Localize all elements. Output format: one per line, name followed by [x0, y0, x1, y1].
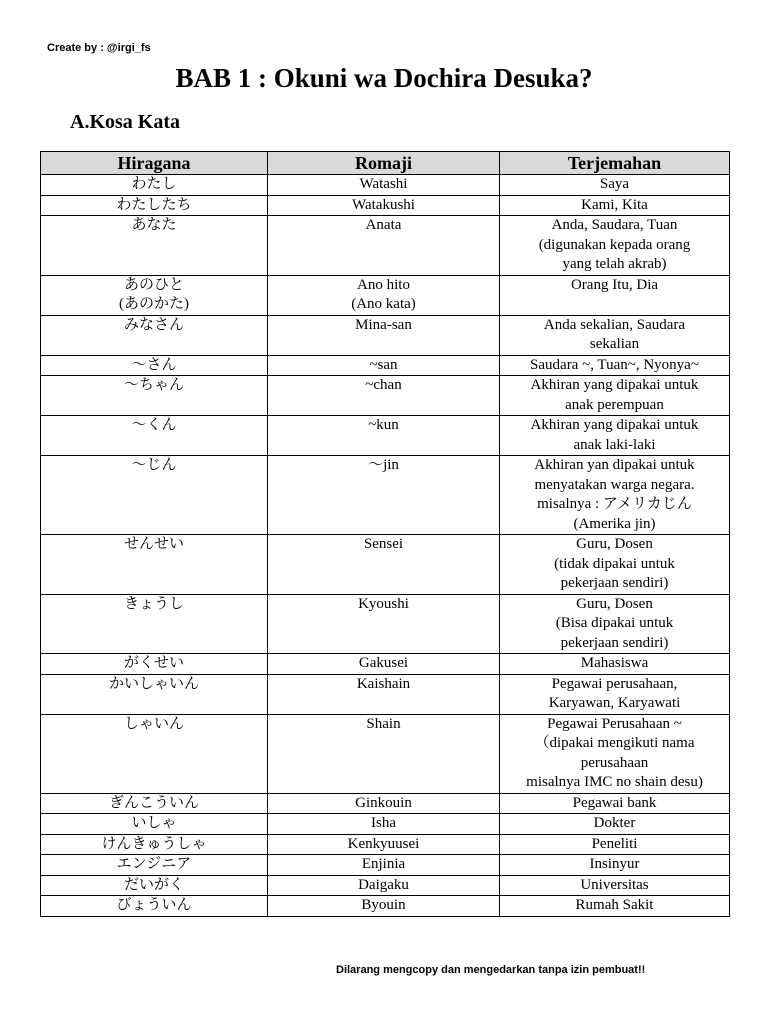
table-body [41, 175, 730, 917]
cell-hiragana: かいしゃいん [41, 674, 268, 714]
cell-romaji: Kenkyuusei [268, 834, 500, 855]
cell-hiragana: あのひと (あのかた) [41, 275, 268, 315]
cell-romaji: ~kun [268, 416, 500, 456]
footer-note: Dilarang mengcopy dan mengedarkan tanpa izin pembuat!! [336, 964, 646, 976]
cell-romaji: Byouin [268, 896, 500, 917]
table-row [41, 315, 730, 355]
table-row [41, 875, 730, 896]
table-row [41, 216, 730, 276]
cell-hiragana: ぎんこういん [41, 793, 268, 814]
cell-hiragana: わたし [41, 175, 268, 196]
cell-hiragana: 〜ちゃん [41, 376, 268, 416]
cell-terjemahan: Kami, Kita [500, 195, 730, 216]
cell-romaji: Isha [268, 814, 500, 835]
cell-hiragana: がくせい [41, 654, 268, 675]
cell-hiragana: いしゃ [41, 814, 268, 835]
cell-romaji: 〜jin [268, 456, 500, 535]
table-row [41, 195, 730, 216]
cell-terjemahan: Akhiran yang dipakai untuk anak laki-laki [500, 416, 730, 456]
cell-terjemahan: Akhiran yan dipakai untuk menyatakan warga negara. misalnya : アメリカじん (Amerika jin) [500, 456, 730, 535]
table-row [41, 896, 730, 917]
table-row [41, 714, 730, 793]
section-title: A.Kosa Kata [70, 111, 180, 133]
cell-terjemahan: Pegawai perusahaan, Karyawan, Karyawati [500, 674, 730, 714]
cell-romaji: Anata [268, 216, 500, 276]
cell-terjemahan: Dokter [500, 814, 730, 835]
table-row [41, 674, 730, 714]
cell-terjemahan: Guru, Dosen (tidak dipakai untuk pekerjaan sendiri) [500, 535, 730, 595]
table-row [41, 275, 730, 315]
cell-terjemahan: Orang Itu, Dia [500, 275, 730, 315]
cell-hiragana: 〜じん [41, 456, 268, 535]
cell-romaji: Watashi [268, 175, 500, 196]
cell-romaji: Enjinia [268, 855, 500, 876]
cell-romaji: Daigaku [268, 875, 500, 896]
cell-romaji: ~san [268, 355, 500, 376]
table-row [41, 793, 730, 814]
cell-terjemahan: Akhiran yang dipakai untuk anak perempuan [500, 376, 730, 416]
column-header-hiragana: Hiragana [41, 152, 268, 175]
cell-hiragana: みなさん [41, 315, 268, 355]
cell-romaji: Ginkouin [268, 793, 500, 814]
vocabulary-table [40, 151, 730, 917]
cell-terjemahan: Anda, Saudara, Tuan (digunakan kepada orang yang telah akrab) [500, 216, 730, 276]
column-header-romaji: Romaji [268, 152, 500, 175]
cell-hiragana: きょうし [41, 594, 268, 654]
table-row [41, 855, 730, 876]
column-header-terjemahan: Terjemahan [500, 152, 730, 175]
cell-terjemahan: Peneliti [500, 834, 730, 855]
cell-hiragana: だいがく [41, 875, 268, 896]
cell-romaji: Gakusei [268, 654, 500, 675]
table-header-row [41, 152, 730, 175]
table-row [41, 456, 730, 535]
cell-terjemahan: Mahasiswa [500, 654, 730, 675]
table-row [41, 535, 730, 595]
cell-romaji: Ano hito (Ano kata) [268, 275, 500, 315]
table-row [41, 376, 730, 416]
cell-terjemahan: Saya [500, 175, 730, 196]
cell-romaji: Mina-san [268, 315, 500, 355]
cell-terjemahan: Saudara ~, Tuan~, Nyonya~ [500, 355, 730, 376]
cell-romaji: Shain [268, 714, 500, 793]
table-row [41, 355, 730, 376]
cell-hiragana: せんせい [41, 535, 268, 595]
cell-terjemahan: Universitas [500, 875, 730, 896]
cell-hiragana: エンジニア [41, 855, 268, 876]
cell-terjemahan: Pegawai bank [500, 793, 730, 814]
table-row [41, 594, 730, 654]
table-row [41, 654, 730, 675]
cell-hiragana: あなた [41, 216, 268, 276]
cell-romaji: ~chan [268, 376, 500, 416]
cell-romaji: Watakushi [268, 195, 500, 216]
cell-terjemahan: Anda sekalian, Saudara sekalian [500, 315, 730, 355]
page-title: BAB 1 : Okuni wa Dochira Desuka? [175, 63, 593, 93]
cell-romaji: Kyoushi [268, 594, 500, 654]
cell-terjemahan: Insinyur [500, 855, 730, 876]
creator-credit: Create by : @irgi_fs [47, 42, 151, 54]
cell-terjemahan: Pegawai Perusahaan ~ （dipakai mengikuti nama perusahaan misalnya IMC no shain desu) [500, 714, 730, 793]
cell-romaji: Sensei [268, 535, 500, 595]
cell-hiragana: 〜くん [41, 416, 268, 456]
table-row [41, 416, 730, 456]
table-row [41, 814, 730, 835]
cell-terjemahan: Rumah Sakit [500, 896, 730, 917]
table-row [41, 175, 730, 196]
cell-hiragana: しゃいん [41, 714, 268, 793]
cell-terjemahan: Guru, Dosen (Bisa dipakai untuk pekerjaan sendiri) [500, 594, 730, 654]
cell-hiragana: びょういん [41, 896, 268, 917]
cell-romaji: Kaishain [268, 674, 500, 714]
cell-hiragana: わたしたち [41, 195, 268, 216]
cell-hiragana: 〜さん [41, 355, 268, 376]
table-row [41, 834, 730, 855]
cell-hiragana: けんきゅうしゃ [41, 834, 268, 855]
